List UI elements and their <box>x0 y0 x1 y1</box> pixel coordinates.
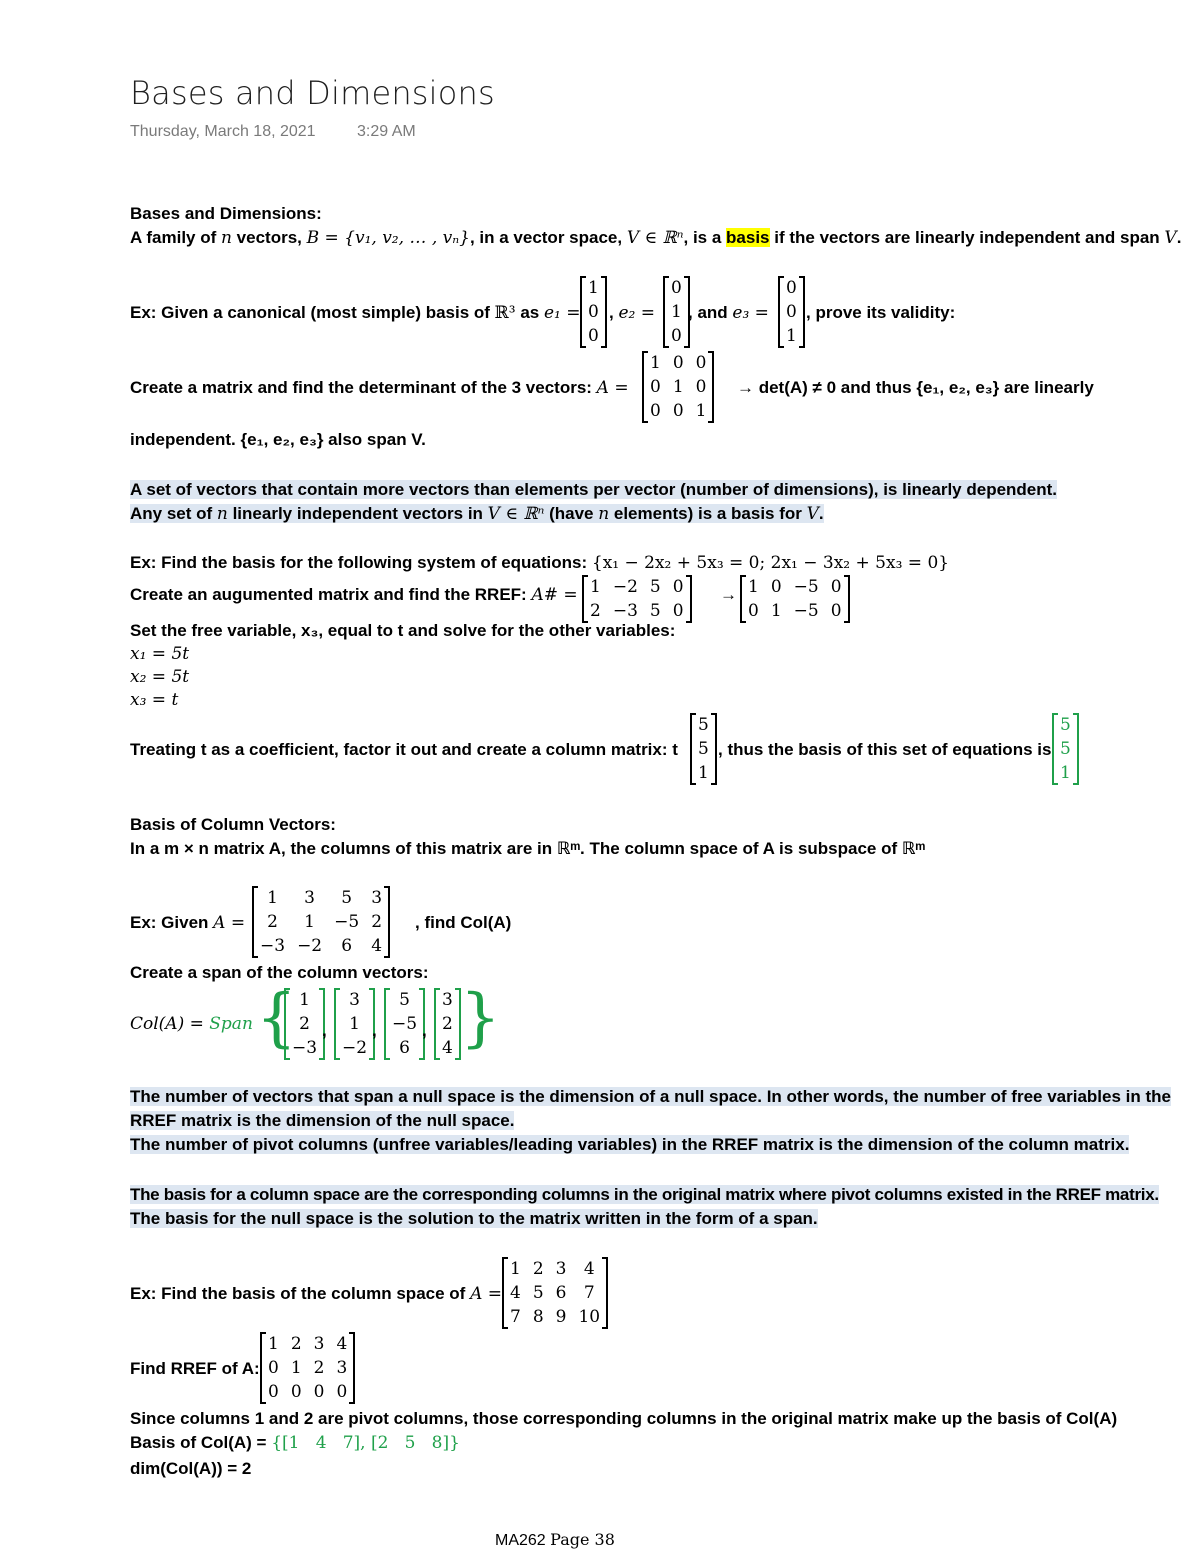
ex2-aug: Create an augumented matrix and find the RREF: A# = <box>130 585 578 605</box>
column-space-def: In a m × n matrix A, the columns of this matrix are in ℝᵐ. The column space of A is subspace of ℝᵐ <box>130 839 926 858</box>
note1-line2: Any set of n linearly independent vectors in V ∈ ℝⁿ (have n elements) is a basis for V. <box>130 504 824 524</box>
e1-vector: 1 0 0 <box>580 276 607 348</box>
span-col-3: 5 −5 6 <box>384 988 425 1060</box>
ex1-e3-label: , and e₃ = <box>688 303 769 323</box>
ex1-e1-label: e₁ = <box>543 303 581 323</box>
note3-line2: The basis for the null space is the solution to the matrix written in the form of a span. <box>130 1209 818 1228</box>
course-code: MA262 <box>495 1532 546 1549</box>
ex1-r3: ℝ³ <box>494 303 516 323</box>
ex1-det: → det(A) ≠ 0 and thus {e₁, e₂, e₃} are linearly <box>737 378 1094 397</box>
ex3-given: Ex: Given A = <box>130 913 246 933</box>
def-n: n <box>221 228 232 248</box>
ex2-free-var: Set the free variable, x₃, equal to t and solve for the other variables: <box>130 621 676 640</box>
page-number: Page 38 <box>550 1530 615 1549</box>
ex2-treat: Treating t as a coefficient, factor it out and create a column matrix: t <box>130 740 678 759</box>
def-text-e: if the vectors are linearly independent and span <box>769 228 1165 247</box>
def-text-d: , is a <box>683 228 727 247</box>
ex1-text-a: Ex: Given a canonical (most simple) basis of <box>130 303 495 322</box>
identity-matrix: 1 0 0 0 1 0 0 0 1 <box>642 351 714 423</box>
span-col-2: 3 1 −2 <box>334 988 375 1060</box>
ex2-x3: x₃ = t <box>130 690 179 710</box>
e3-vector: 0 0 1 <box>778 276 805 348</box>
ex2-arrow: → <box>720 585 737 604</box>
def-text-c: , in a vector space, <box>469 228 627 247</box>
note2-line1: The number of vectors that span a null space is the dimension of a null space. In other words, the number of free variables in the <box>130 1087 1171 1106</box>
ex4-since: Since columns 1 and 2 are pivot columns, those corresponding columns in the original matrix make up the basis of Col(A) <box>130 1409 1118 1428</box>
def-V: V ∈ ℝⁿ <box>626 228 684 248</box>
basis-highlight: basis <box>726 228 770 247</box>
def-text-f: . <box>1176 228 1182 247</box>
ex3-matrix-A: 1 3 5 3 2 1 −5 2 −3 −2 6 4 <box>252 886 390 958</box>
augmented-matrix: 1 −2 5 0 2 −3 5 0 <box>582 575 692 623</box>
ex2-question: Ex: Find the basis for the following system of equations: {x₁ − 2x₂ + 5x₃ = 0; 2x₁ − 3x₂ + 5x₃ = 0} <box>130 553 950 573</box>
note2-line2: RREF matrix is the dimension of the null space. <box>130 1111 515 1130</box>
note3-line1: The basis for a column space are the corresponding columns in the original matrix where pivot columns existed in the RREF matrix. <box>130 1185 1159 1204</box>
section-heading-column-vectors: Basis of Column Vectors: <box>130 815 336 834</box>
def-set: B = {v₁, v₂, … , vₙ} <box>306 228 470 248</box>
ex2-thus: , thus the basis of this set of equations is <box>718 740 1052 759</box>
note2-line3: The number of pivot columns (unfree variables/leading variables) in the RREF matrix is the dimension of the column matrix. <box>130 1135 1130 1154</box>
ex2-basis-vector: 5 5 1 <box>1052 713 1079 785</box>
def-V2: V <box>1164 228 1177 248</box>
ex1-independent: independent. {e₁, e₂, e₃} also span V. <box>130 430 426 449</box>
def-text-a: A family of <box>130 228 221 247</box>
ex1-line <box>130 302 581 324</box>
ex1-create-matrix: Create a matrix and find the determinant of the 3 vectors: A = <box>130 378 629 398</box>
page-title: Bases and Dimensions <box>130 74 495 112</box>
ex4-question: Ex: Find the basis of the column space of A = <box>130 1284 502 1304</box>
span-col-4: 3 2 4 <box>434 988 461 1060</box>
note1-line1: A set of vectors that contain more vectors than elements per vector (number of dimensions), is linearly dependent. <box>130 480 1058 499</box>
page-date: Thursday, March 18, 2021 <box>130 123 316 140</box>
span-left-brace: { <box>256 981 297 1055</box>
span-right-brace: } <box>460 981 501 1055</box>
ex2-x1: x₁ = 5t <box>130 644 190 664</box>
page-time: 3:29 AM <box>357 123 416 140</box>
basis-definition <box>130 227 1181 249</box>
def-text-b: vectors, <box>231 228 307 247</box>
ex3-col-eq: Col(A) = Span <box>130 1014 253 1034</box>
e2-vector: 0 1 0 <box>663 276 690 348</box>
ex3-span-text: Create a span of the column vectors: <box>130 963 429 982</box>
span-col-1: 1 2 −3 <box>284 988 325 1060</box>
ex1-text-b: as <box>515 303 544 322</box>
ex4-rref-matrix: 1 2 3 4 0 1 2 3 0 0 0 0 <box>260 1332 355 1404</box>
page-footer <box>495 1530 615 1550</box>
section-heading-bases: Bases and Dimensions: <box>130 204 322 223</box>
ex2-column-matrix: 5 5 1 <box>690 713 717 785</box>
ex3-find: , find Col(A) <box>415 913 512 932</box>
ex4-matrix-A: 1 2 3 4 4 5 6 7 7 8 9 10 <box>502 1257 608 1329</box>
ex4-basis: Basis of Col(A) = {[1 4 7], [2 5 8]} <box>130 1433 460 1453</box>
rref-matrix-ex2: 1 0 −5 0 0 1 −5 0 <box>740 575 850 623</box>
ex4-dim: dim(Col(A)) = 2 <box>130 1459 252 1478</box>
ex4-rref-label: Find RREF of A: <box>130 1359 260 1378</box>
ex2-x2: x₂ = 5t <box>130 667 190 687</box>
ex1-e2-label: , e₂ = <box>609 303 655 323</box>
ex1-prove: , prove its validity: <box>806 303 956 322</box>
